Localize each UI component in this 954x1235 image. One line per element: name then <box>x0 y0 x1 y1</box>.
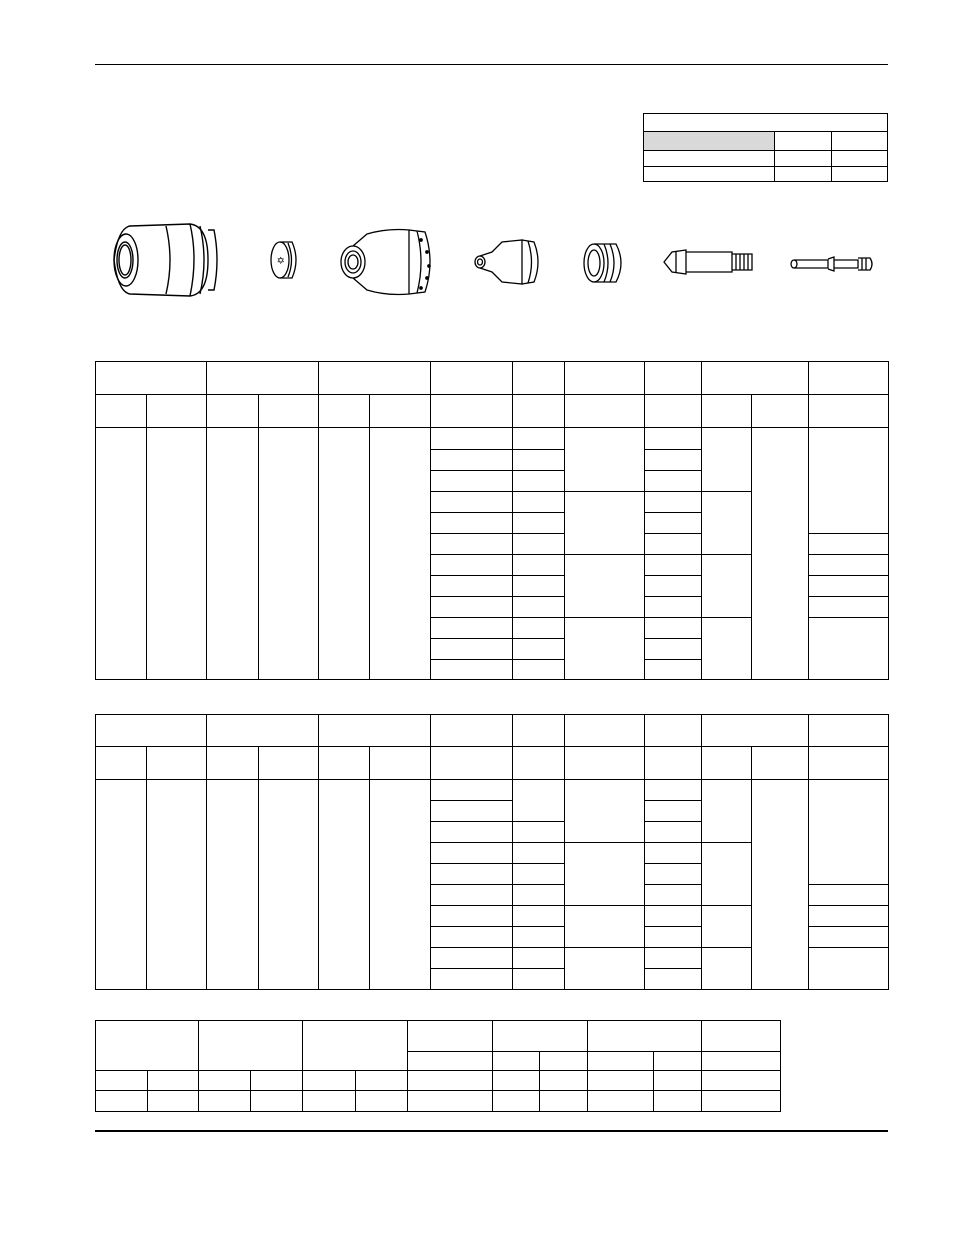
svg-text:✡: ✡ <box>276 256 285 267</box>
